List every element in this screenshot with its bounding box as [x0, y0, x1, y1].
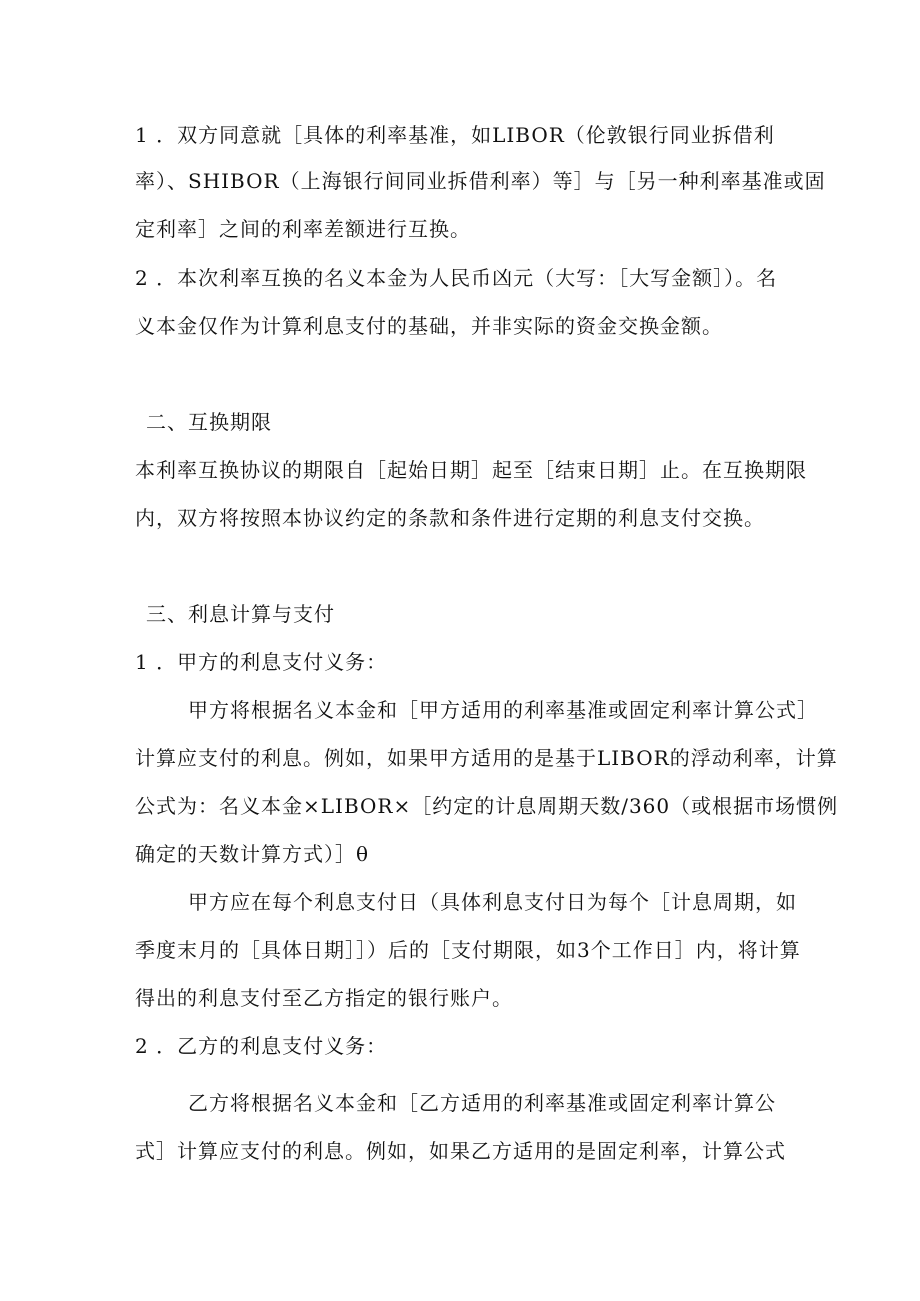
section-heading-interest: 三、利息计算与支付 [146, 602, 335, 626]
paragraph-line-14: 得出的利息支付至乙方指定的银行账户。 [135, 986, 513, 1010]
paragraph-line-13: 季度末月的［具体日期］］）后的［支付期限，如3个工作日］内，将计算 [135, 938, 801, 962]
paragraph-line-15: 乙方将根据名义本金和［乙方适用的利率基准或固定利率计算公 [188, 1091, 776, 1115]
paragraph-line-4: 2 ．本次利率互换的名义本金为人民币凶元（大写：［大写金额］）。名 [135, 266, 778, 290]
paragraph-line-2: 率）、SHIBOR（上海银行间同业拆借利率）等］与［另一种利率基准或固 [135, 169, 826, 193]
paragraph-line-9: 计算应支付的利息。例如，如果甲方适用的是基于LIBOR的浮动利率，计算 [135, 746, 838, 770]
subheading-party-b: 2 ．乙方的利息支付义务： [135, 1034, 388, 1058]
paragraph-line-3: 定利率］之间的利率差额进行互换。 [135, 217, 471, 241]
paragraph-line-8: 甲方将根据名义本金和［甲方适用的利率基准或固定利率计算公式］ [188, 698, 818, 722]
section-heading-term: 二、互换期限 [146, 410, 272, 434]
paragraph-line-16: 式］计算应支付的利息。例如，如果乙方适用的是固定利率，计算公式 [135, 1139, 786, 1163]
paragraph-line-1: 1 ．双方同意就［具体的利率基准，如LIBOR（伦敦银行同业拆借利 [135, 123, 775, 147]
paragraph-line-6: 本利率互换协议的期限自［起始日期］起至［结束日期］止。在互换期限 [135, 458, 807, 482]
paragraph-line-12: 甲方应在每个利息支付日（具体利息支付日为每个［计息周期，如 [188, 890, 797, 914]
paragraph-line-5: 义本金仅作为计算利息支付的基础，并非实际的资金交换金额。 [135, 314, 723, 338]
subheading-party-a: 1 ．甲方的利息支付义务： [135, 650, 388, 674]
paragraph-line-11: 确定的天数计算方式）］θ [135, 842, 370, 866]
paragraph-line-7: 内，双方将按照本协议约定的条款和条件进行定期的利息支付交换。 [135, 506, 765, 530]
paragraph-line-10: 公式为：名义本金×LIBOR×［约定的计息周期天数/360（或根据市场惯例 [135, 794, 839, 818]
